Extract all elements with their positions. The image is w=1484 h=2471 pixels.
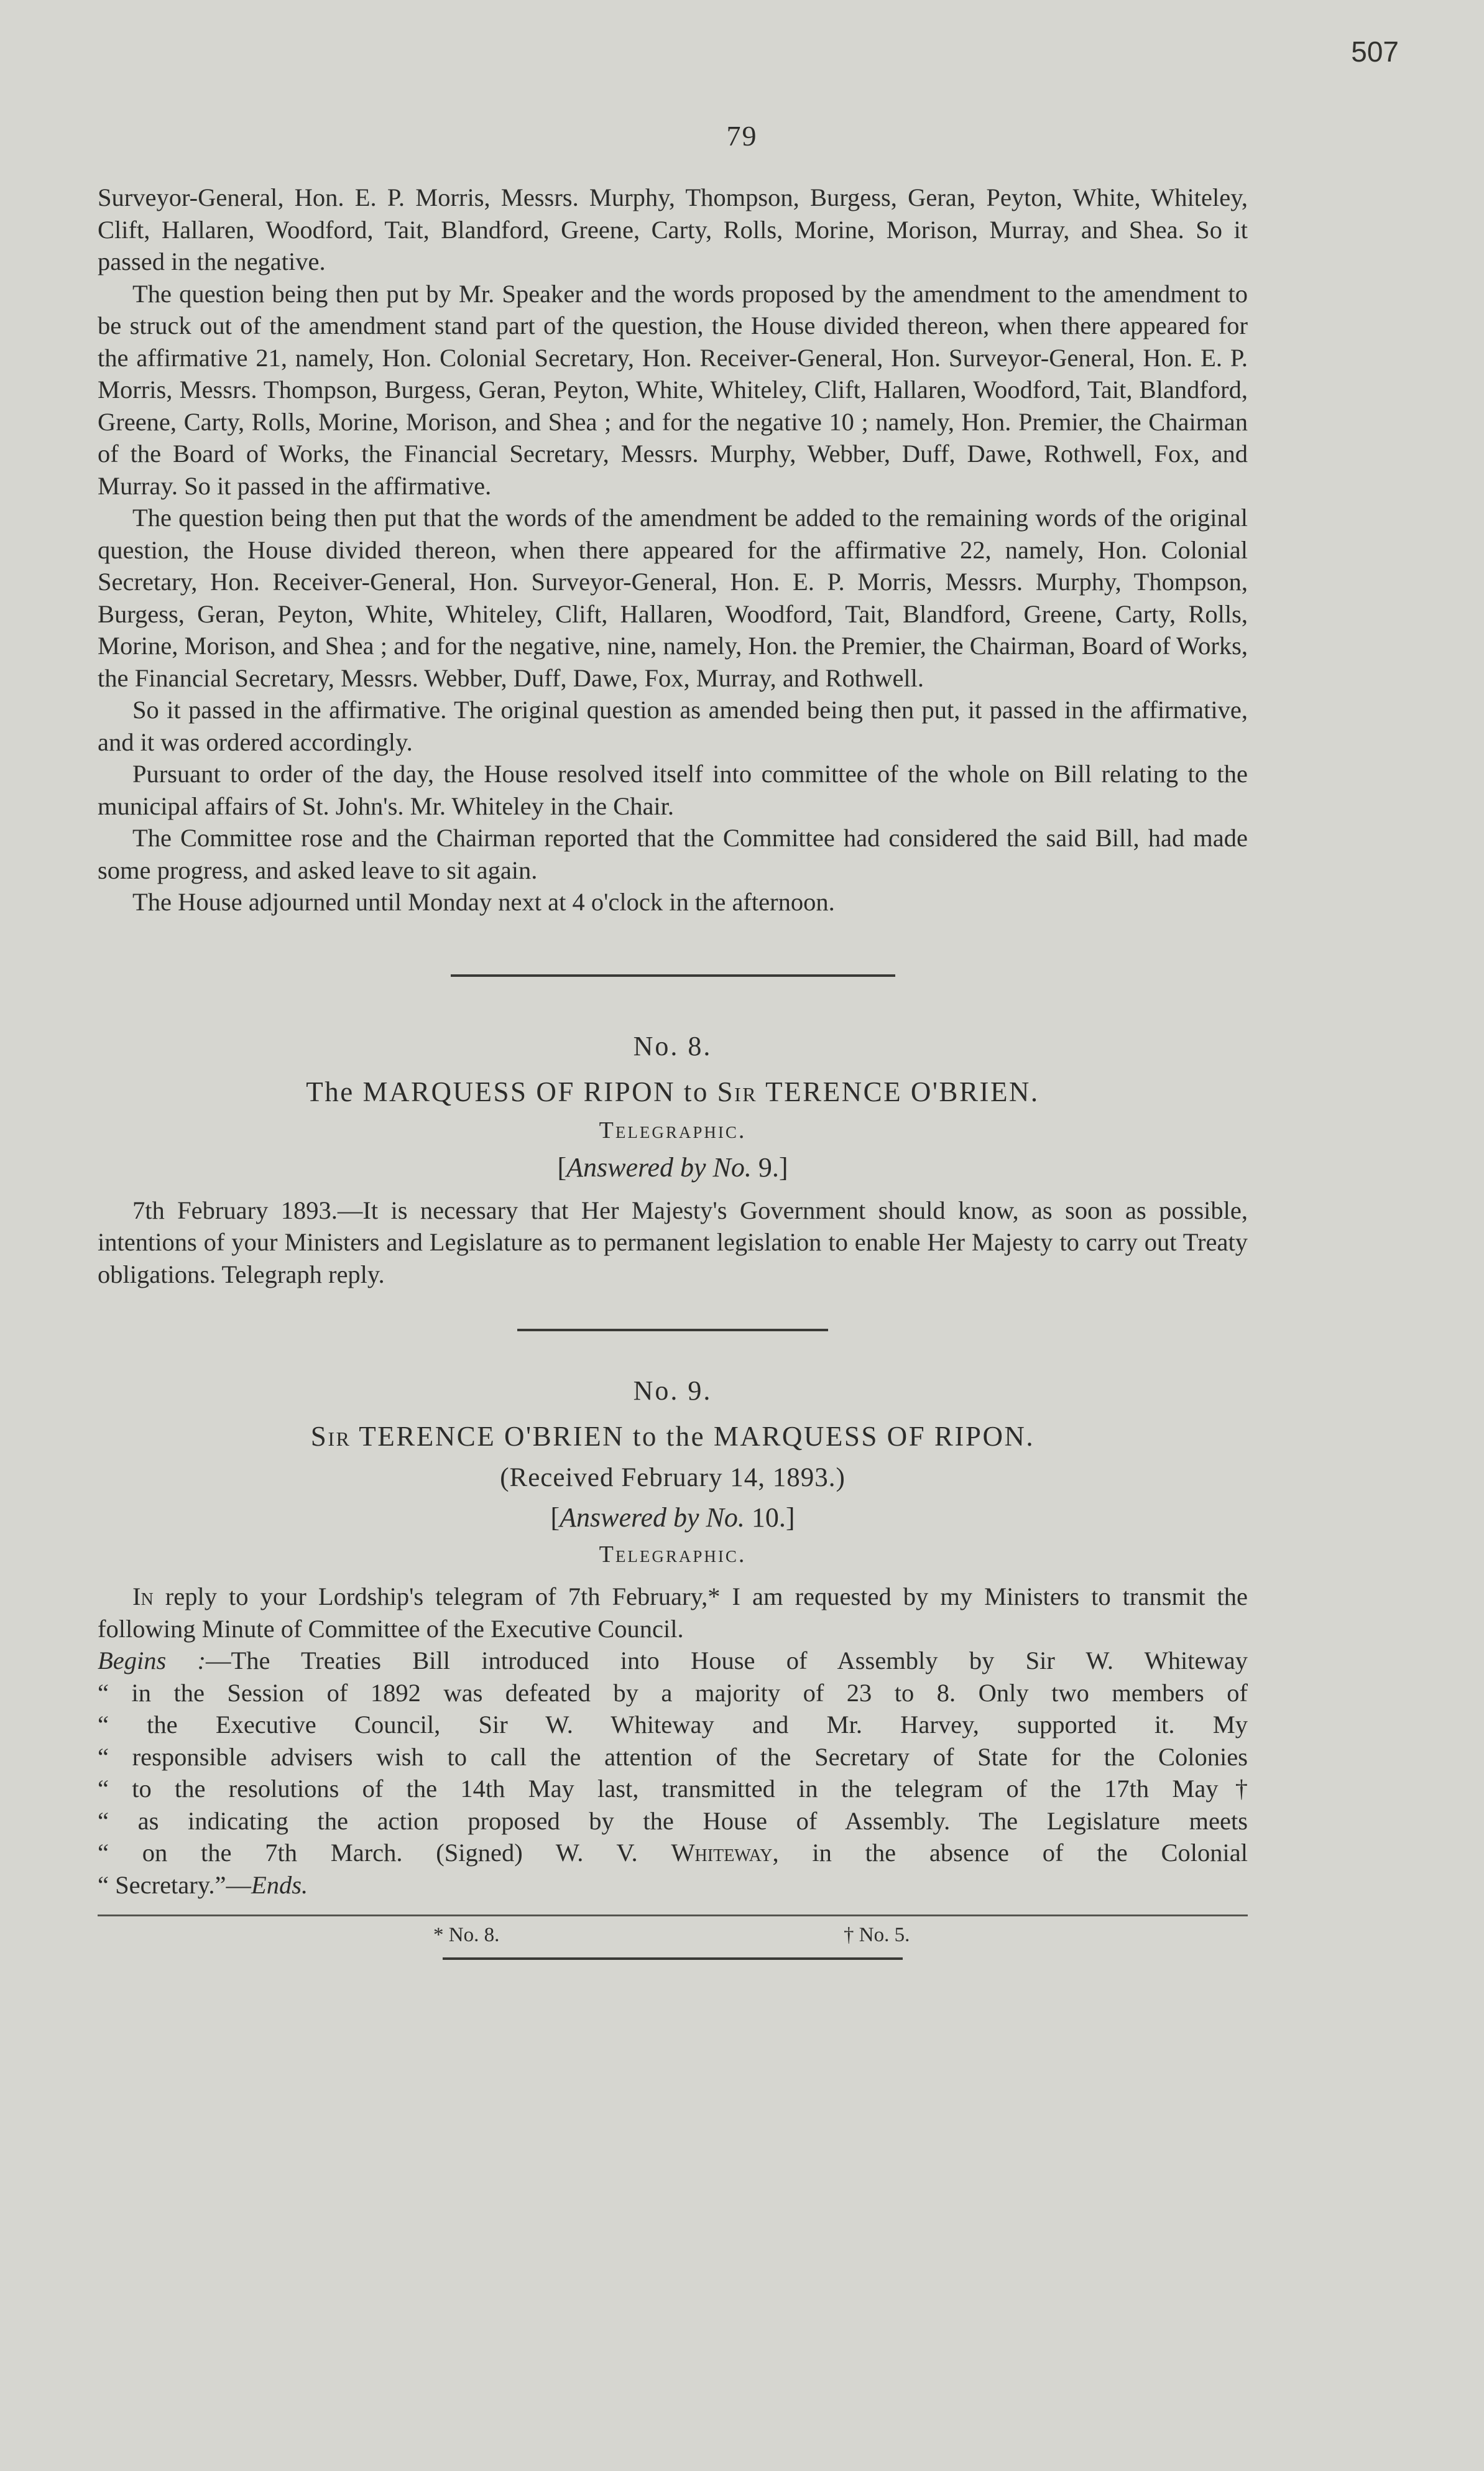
document-title: The MARQUESS OF RIPON to Sir TERENCE O'BRIEN.	[306, 1076, 1039, 1107]
archive-page-number: 507	[1351, 35, 1399, 68]
minute-line: “ the Executive Council, Sir W. Whiteway and Mr. Harvey, supported it. My	[98, 1711, 1248, 1739]
document-kind: Telegraphic.	[599, 1541, 747, 1568]
proceedings-section	[98, 182, 1248, 918]
minute-line: “ to the resolutions of the 14th May last, transmitted in the telegram of the 17th May†	[98, 1775, 1248, 1803]
telegram-intro: In reply to your Lordship's telegram of 7th February,* I am requested by my Ministers to transmit the following Minute of Committee of the Executive Council.	[98, 1582, 1248, 1643]
minute-line: “ in the Session of 1892 was defeated by a majority of 23 to 8. Only two members of	[98, 1678, 1248, 1707]
document-no-8	[98, 1030, 1248, 1291]
minute-line: “ Secretary.”—Ends.	[98, 1870, 308, 1899]
section-divider	[451, 974, 895, 977]
proceedings-paragraph: The question being then put that the words of the amendment be added to the remaining words of the original question, the House divided thereon, when there appeared for the affirmative 22, namely, Hon. Colonial Secretary, Hon. Receiver-General, Hon. Surveyor-General, Hon. E. P. Morris, Messrs. Murphy, Thompson, Burgess, Geran, Peyton, White, Whiteley, Clift, Hallaren, Woodford, Tait, Blandford, Greene, Carty, Rolls, Morine, Morison, and Shea ; and for the negative, nine, namely, Hon. the Premier, the Chairman, Board of Works, the Financial Secretary, Messrs. Webber, Duff, Dawe, Fox, Murray, and Rothwell.	[98, 504, 1248, 692]
minute-line: Begins :—The Treaties Bill introduced into House of Assembly by Sir W. Whiteway	[98, 1647, 1248, 1674]
closing-rule	[443, 1957, 903, 1960]
text-column	[98, 182, 1248, 1960]
proceedings-paragraph: The question being then put by Mr. Speaker and the words proposed by the amendment to the amendment to be struck out of the amendment stand part of the question, the House divided thereon, when there appeared for the affirmative 21, namely, Hon. Colonial Secretary, Hon. Receiver-General, Hon. Surveyor-General, Hon. E. P. Morris, Messrs. Thompson, Burgess, Geran, Peyton, White, Whiteley, Clift, Hallaren, Woodford, Tait, Blandford, Greene, Carty, Rolls, Morine, Morison, and Shea ; and for the negative 10 ; namely, Hon. Premier, the Chairman of the Board of Works, the Financial Secretary, Messrs. Murphy, Webber, Duff, Dawe, Rothwell, Fox, and Murray. So it passed in the affirmative.	[98, 279, 1248, 500]
footnote: † No. 5.	[844, 1924, 910, 1946]
proceedings-paragraph: Pursuant to order of the day, the House resolved itself into committee of the whole on Bill relating to the municipal affairs of St. John's. Mr. Whiteley in the Chair.	[98, 760, 1248, 820]
answered-by-note: [Answered by No. 9.]	[557, 1152, 788, 1183]
proceedings-paragraph: The House adjourned until Monday next at 4 o'clock in the afternoon.	[132, 888, 835, 916]
executive-council-minute	[98, 1645, 1248, 1901]
section-divider	[517, 1329, 828, 1331]
proceedings-paragraph: Surveyor-General, Hon. E. P. Morris, Messrs. Murphy, Thompson, Burgess, Geran, Peyton, White, Whiteley, Clift, Hallaren, Woodford, Tait, Blandford, Greene, Carty, Rolls, Morine, Morison, Murray, and Shea. So it passed in the negative.	[98, 183, 1248, 275]
minute-line: “ responsible advisers wish to call the attention of the Secretary of State for the Colonies	[98, 1742, 1248, 1771]
answered-by-note: [Answered by No. 10.]	[550, 1502, 795, 1533]
telegram-body: 7th February 1893.—It is necessary that Her Majesty's Government should know, as soon as possible, intentions of your Ministers and Legislature as to permanent legislation to enable Her Majesty to carry out Treaty obligations. Telegraph reply.	[98, 1196, 1248, 1288]
proceedings-paragraph: So it passed in the affirmative. The original question as amended being then put, it passed in the affirmative, and it was ordered accordingly.	[98, 696, 1248, 756]
document-title: Sir TERENCE O'BRIEN to the MARQUESS OF RIPON.	[310, 1421, 1035, 1452]
minute-line: “ as indicating the action proposed by the House of Assembly. The Legislature meets	[98, 1806, 1248, 1835]
document-kind: Telegraphic.	[599, 1117, 747, 1143]
footnote: * No. 8.	[433, 1924, 500, 1946]
footnotes	[98, 1916, 1248, 1954]
proceedings-paragraph: The Committee rose and the Chairman reported that the Committee had considered the said Bill, had made some progress, and asked leave to sit again.	[98, 824, 1248, 884]
page-number: 79	[726, 120, 758, 152]
document-number: No. 8.	[633, 1030, 712, 1061]
received-date: (Received February 14, 1893.)	[500, 1463, 846, 1492]
document-number: No. 9.	[633, 1375, 712, 1406]
document-no-9	[98, 1375, 1248, 1901]
minute-line: “ on the 7th March. (Signed) W. V. Whiteway, in the absence of the Colonial	[98, 1839, 1248, 1867]
